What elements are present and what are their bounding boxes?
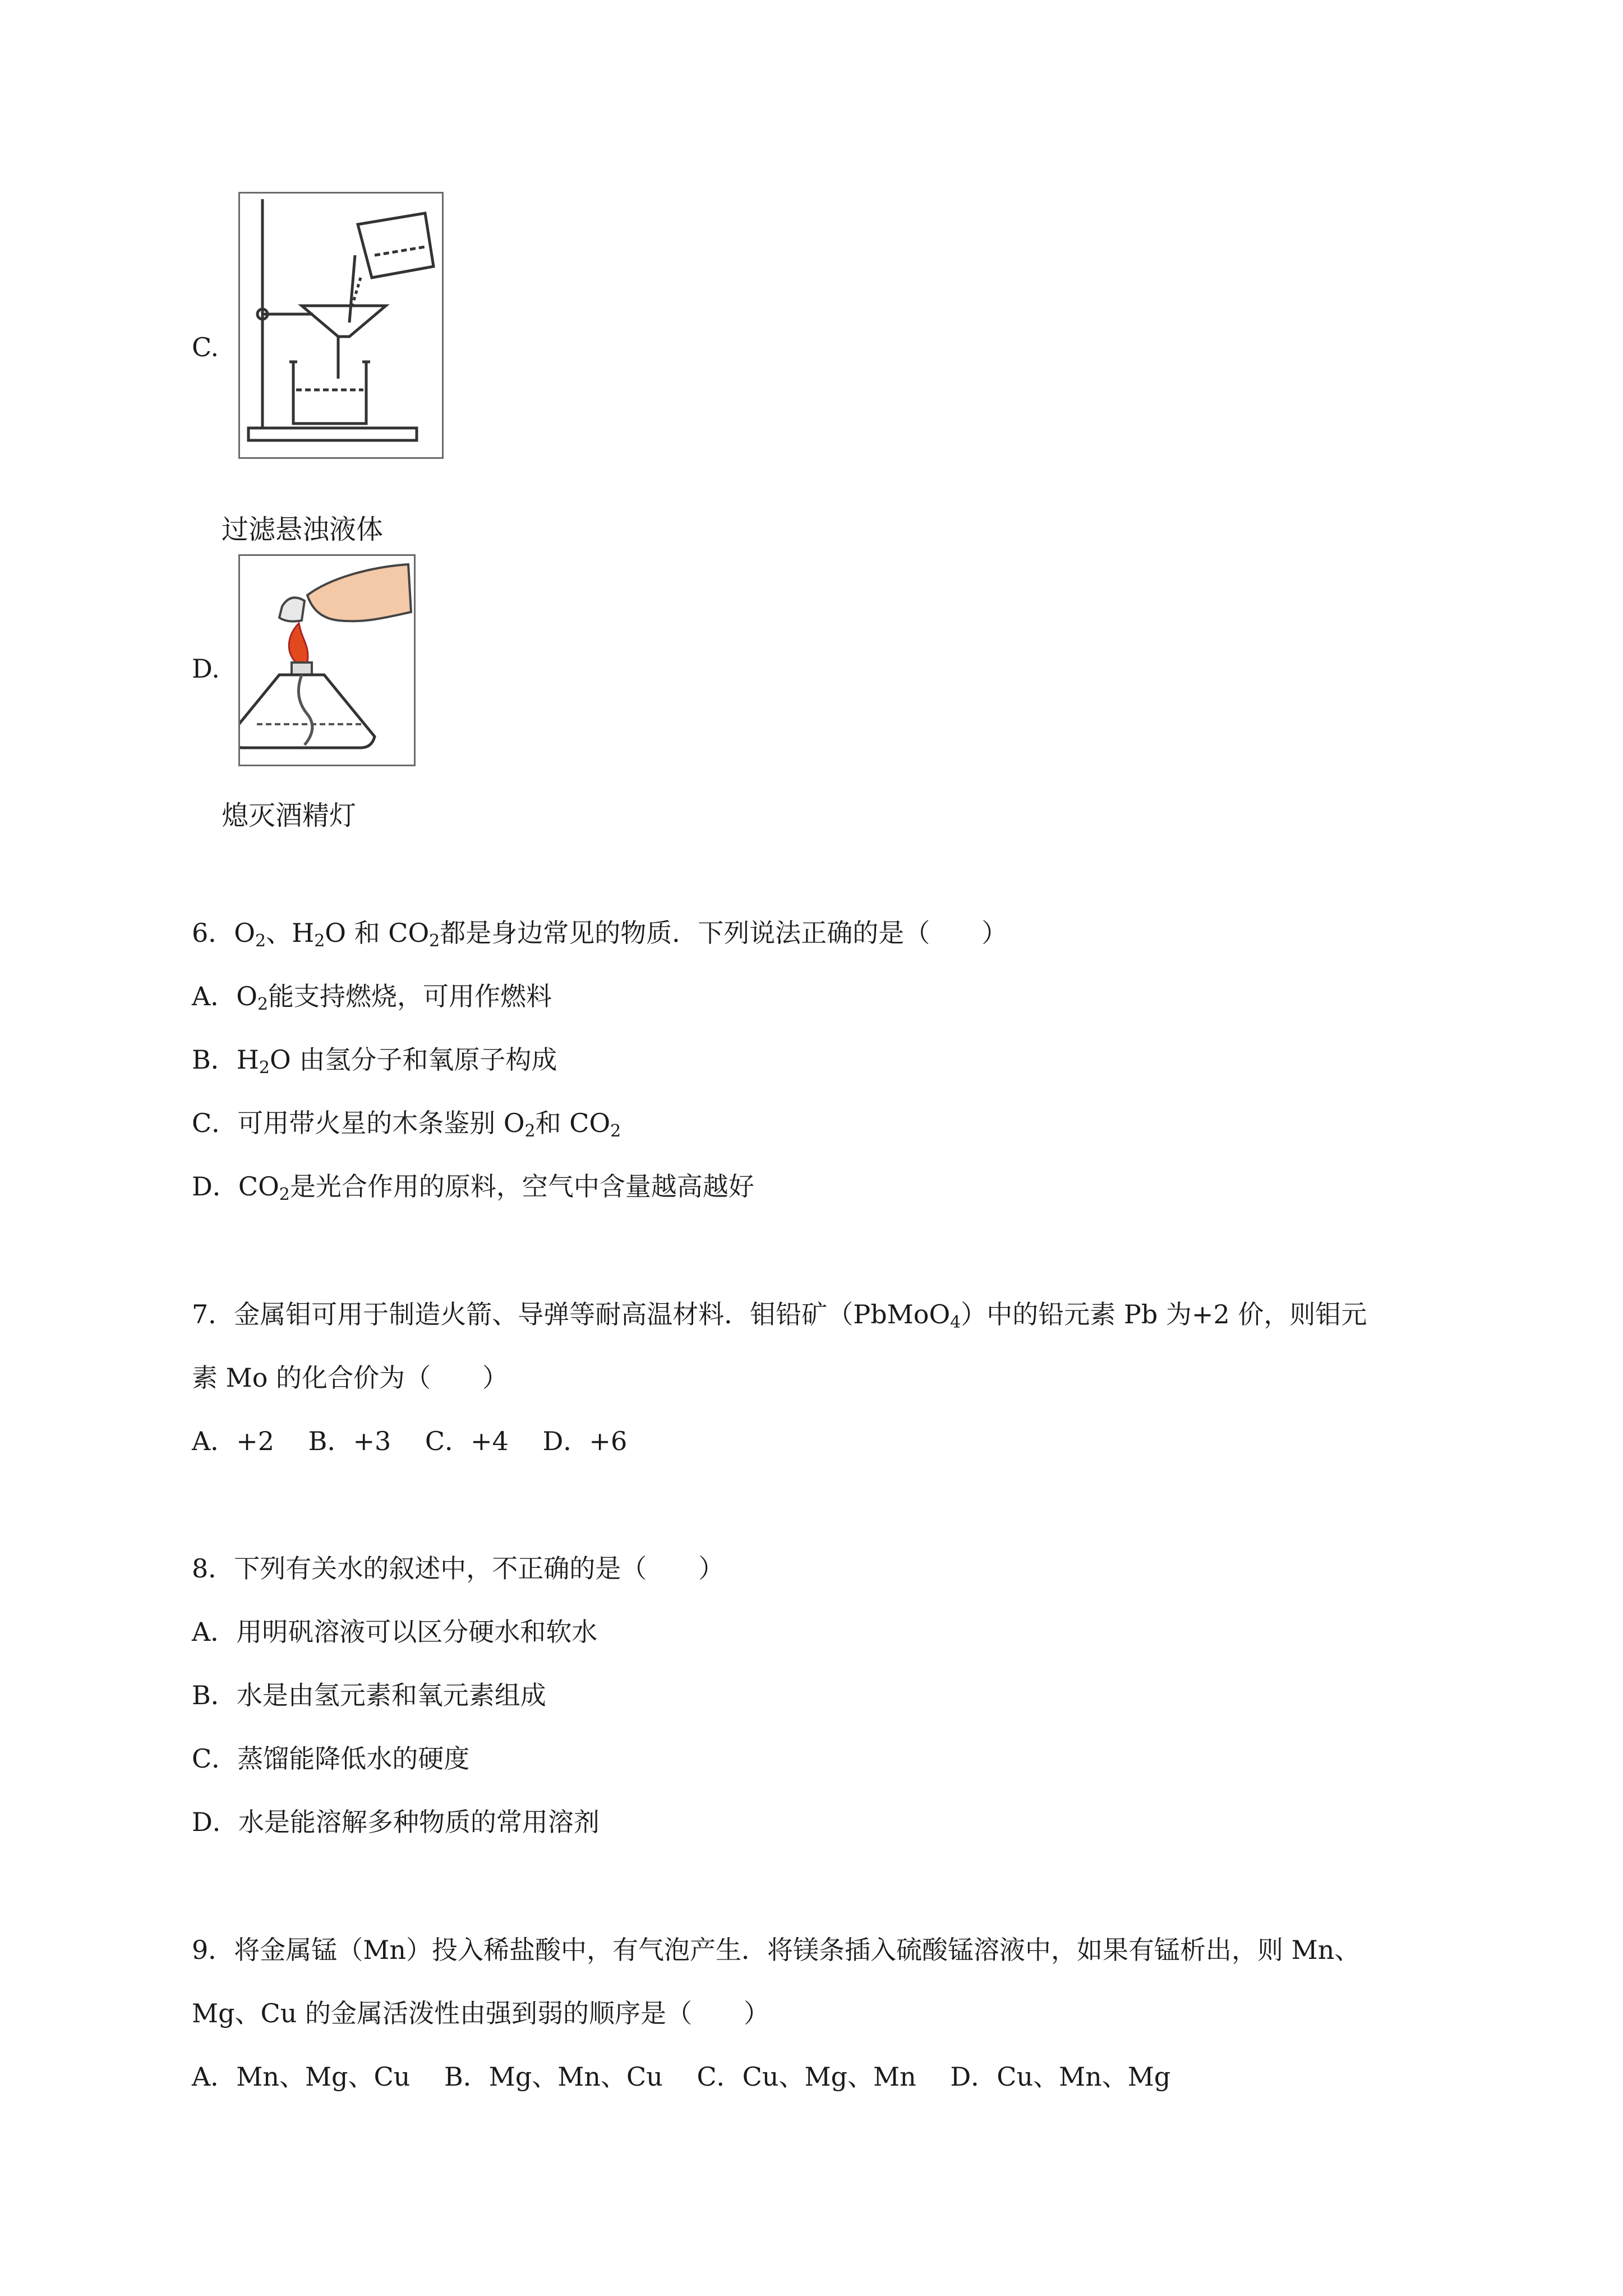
figure-c-caption: 过滤悬浊液体 — [222, 514, 384, 545]
question-6-option-d: D．$CO_2$是光合作用的原料，空气中含量越高越好 — [192, 1171, 754, 1204]
question-8-option-c: C．蒸馏能降低水的硬度 — [192, 1743, 470, 1774]
option-c-label: C. — [192, 332, 219, 362]
option-d-label: D. — [192, 654, 220, 684]
question-8-option-d: D．水是能溶解多种物质的常用溶剂 — [192, 1807, 600, 1837]
question-6-option-b: B．$H_2O$ 由氢分子和氧原子构成 — [192, 1045, 557, 1078]
alcohol-lamp-figure — [238, 554, 416, 766]
question-6-option-c: C．可用带火星的木条鉴别 $O_2$和 $CO_2$ — [192, 1108, 621, 1141]
question-9-options: A．Mn、Mg、Cu B．Mg、Mn、Cu C．Cu、Mg、Mn D．Cu、Mn、Mg — [192, 2062, 1171, 2092]
filtration-figure — [238, 192, 444, 459]
question-8-stem: 8．下列有关水的叙述中，不正确的是（ ） — [192, 1553, 725, 1584]
question-8-option-a: A．用明矾溶液可以区分硬水和软水 — [192, 1617, 598, 1647]
alcohol-lamp-icon — [240, 556, 414, 765]
question-9-stem-line-1: 9．将金属锰（Mn）投入稀盐酸中，有气泡产生．将镁条插入硫酸锰溶液中，如果有锰析出，则 Mn、 — [192, 1935, 1361, 1965]
question-7-options: A．+2 B．+3 C．+4 D．+6 — [192, 1426, 628, 1456]
question-8-option-b: B．水是由氢元素和氧元素组成 — [192, 1680, 546, 1710]
question-6-stem: 6．$O_2$、$H_2O$ 和 $CO_2$都是身边常见的物质．下列说法正确的是（ ） — [192, 918, 1008, 951]
question-7-stem-line-2: 素 Mo 的化合价为（ ） — [192, 1363, 509, 1393]
question-6-option-a: A．$O_2$能支持燃烧，可用作燃料 — [192, 981, 552, 1014]
filtration-apparatus-icon — [240, 194, 442, 457]
question-7-stem-line-1: 7．金属钼可用于制造火箭、导弹等耐高温材料．钼铅矿（PbMoO$_4$）中的铅元素 Pb 为+2 价，则钼元 — [192, 1299, 1367, 1332]
question-9-stem-line-2: Mg、Cu 的金属活泼性由强到弱的顺序是（ ） — [192, 1998, 769, 2028]
figure-d-caption: 熄灭酒精灯 — [222, 800, 357, 831]
